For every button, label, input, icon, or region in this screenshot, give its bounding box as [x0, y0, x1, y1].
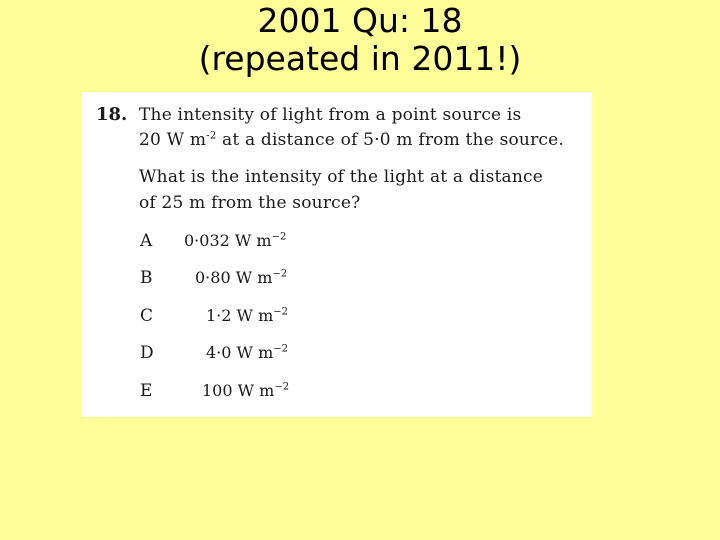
- option-a-text: 0·032 W m: [184, 231, 272, 250]
- option-b-letter: B: [140, 268, 153, 288]
- option-d-value: [206, 343, 288, 362]
- option-e-exponent: −2: [274, 381, 290, 393]
- option-c-letter: C: [140, 306, 154, 326]
- question-number: 18.: [96, 104, 128, 125]
- slide-title-line2: (repeated in 2011!): [198, 39, 522, 78]
- option-d-exponent: −2: [273, 343, 288, 355]
- option-d-text: 4·0 W m: [206, 343, 274, 362]
- option-e-letter: E: [140, 381, 153, 401]
- question-line-3: What is the intensity of the light at a distance: [139, 167, 543, 187]
- question-line-4: of 25 m from the source?: [139, 193, 361, 213]
- option-e-value: [202, 381, 289, 400]
- option-c-text: 1·2 W m: [206, 306, 274, 325]
- option-e-text: 100 W m: [202, 381, 275, 400]
- option-b-exponent: −2: [272, 268, 288, 280]
- option-b-text: 0·80 W m: [195, 268, 273, 287]
- option-c-value: [206, 306, 288, 325]
- option-d-letter: D: [140, 343, 154, 363]
- option-a-letter: A: [140, 231, 153, 251]
- option-b-value: [195, 268, 287, 287]
- question-line-2: [139, 130, 564, 150]
- question-intensity-value: 20 W m: [139, 130, 207, 150]
- option-c-exponent: −2: [273, 306, 288, 318]
- question-distance-text: at a distance of 5·0 m from the source.: [216, 130, 564, 150]
- option-a-value: [184, 231, 286, 250]
- question-scan: [82, 92, 592, 417]
- slide-title-line1: 2001 Qu: 18: [257, 1, 463, 40]
- option-a-exponent: −2: [271, 231, 287, 243]
- slide-title: [0, 0, 720, 78]
- question-line-1: The intensity of light from a point source is: [139, 105, 522, 125]
- question-intensity-exponent: -2: [206, 130, 217, 142]
